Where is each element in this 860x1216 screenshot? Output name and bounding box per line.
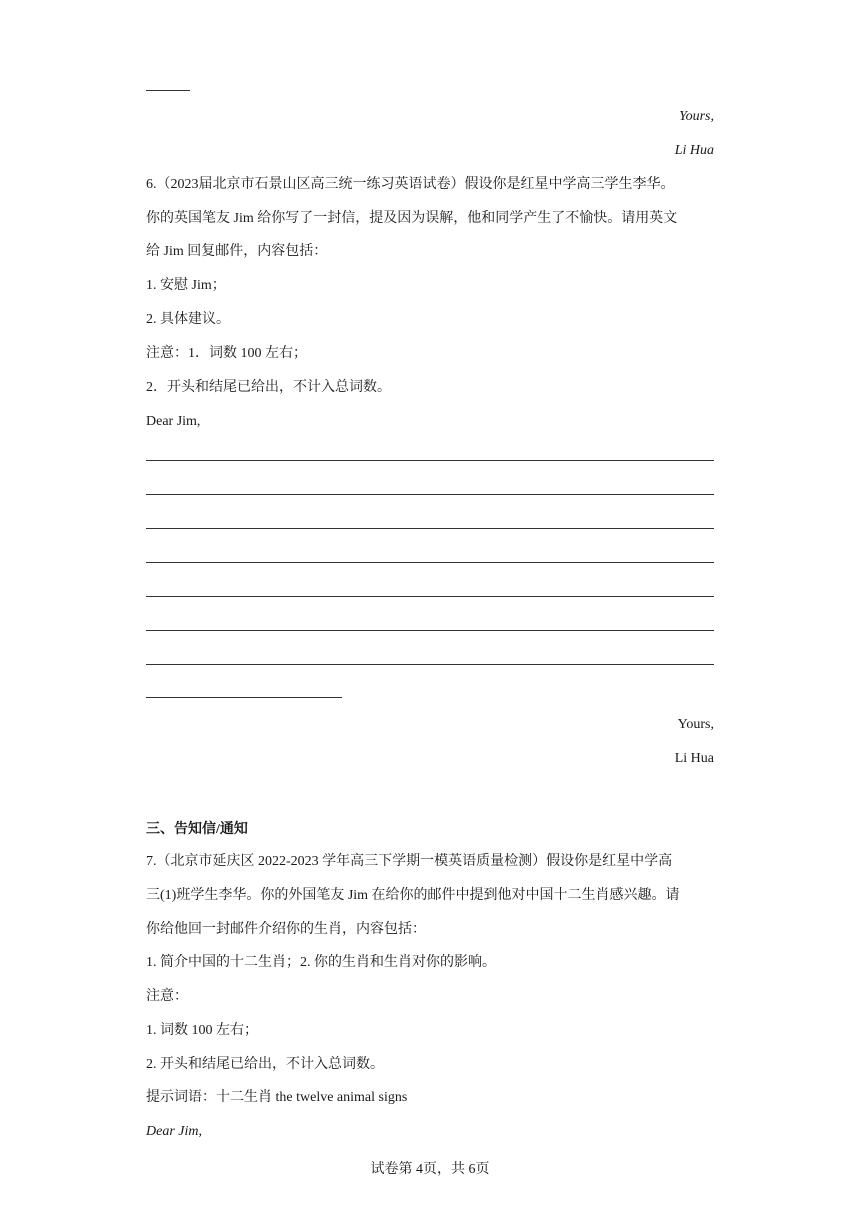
q6-item-2: 2. 具体建议。 bbox=[146, 312, 230, 327]
q6-intro-line-1: 6.（2023届北京市石景山区高三统一练习英语试卷）假设你是红星中学高三学生李华。 bbox=[146, 177, 675, 192]
q7-salutation: Dear Jim, bbox=[146, 1124, 202, 1139]
closing-yours: Yours, bbox=[679, 109, 714, 124]
writing-line[interactable] bbox=[146, 562, 714, 563]
q7-hint: 提示词语：十二生肖 the twelve animal signs bbox=[146, 1090, 408, 1105]
writing-line[interactable] bbox=[146, 596, 714, 597]
q6-closing-name: Li Hua bbox=[674, 751, 714, 766]
q6-closing-yours: Yours, bbox=[677, 717, 714, 732]
q6-item-1: 1. 安慰 Jim； bbox=[146, 278, 226, 293]
writing-line-short[interactable] bbox=[146, 697, 342, 698]
q7-note-1: 1. 词数 100 左右； bbox=[146, 1023, 258, 1038]
q6-intro-line-2: 你的英国笔友 Jim 给你写了一封信，提及因为误解，他和同学产生了不愉快。请用英文 bbox=[146, 211, 678, 226]
q6-salutation: Dear Jim, bbox=[146, 414, 201, 429]
q7-note-2: 2. 开头和结尾已给出，不计入总词数。 bbox=[146, 1057, 384, 1072]
q7-items: 1. 简介中国的十二生肖；2. 你的生肖和生肖对你的影响。 bbox=[146, 955, 496, 970]
answer-line-short-top bbox=[146, 90, 190, 91]
q6-intro-line-3: 给 Jim 回复邮件，内容包括： bbox=[146, 244, 328, 259]
writing-line[interactable] bbox=[146, 460, 714, 461]
writing-line[interactable] bbox=[146, 630, 714, 631]
q6-note-1: 注意：1．词数 100 左右； bbox=[146, 346, 307, 361]
q7-intro-line-2: 三(1)班学生李华。你的外国笔友 Jim 在给你的邮件中提到他对中国十二生肖感兴趣。请 bbox=[146, 888, 680, 903]
q7-note-label: 注意： bbox=[146, 989, 188, 1004]
writing-line[interactable] bbox=[146, 664, 714, 665]
section-heading: 三、告知信/通知 bbox=[146, 822, 248, 837]
q6-note-2: 2．开头和结尾已给出，不计入总词数。 bbox=[146, 380, 391, 395]
page-footer: 试卷第 4页，共 6页 bbox=[370, 1162, 490, 1177]
closing-name: Li Hua bbox=[674, 143, 714, 158]
writing-line[interactable] bbox=[146, 494, 714, 495]
q7-intro-line-3: 你给他回一封邮件介绍你的生肖，内容包括： bbox=[146, 922, 426, 937]
writing-line[interactable] bbox=[146, 528, 714, 529]
q7-intro-line-1: 7.（北京市延庆区 2022-2023 学年高三下学期一模英语质量检测）假设你是红星中学高 bbox=[146, 854, 673, 869]
